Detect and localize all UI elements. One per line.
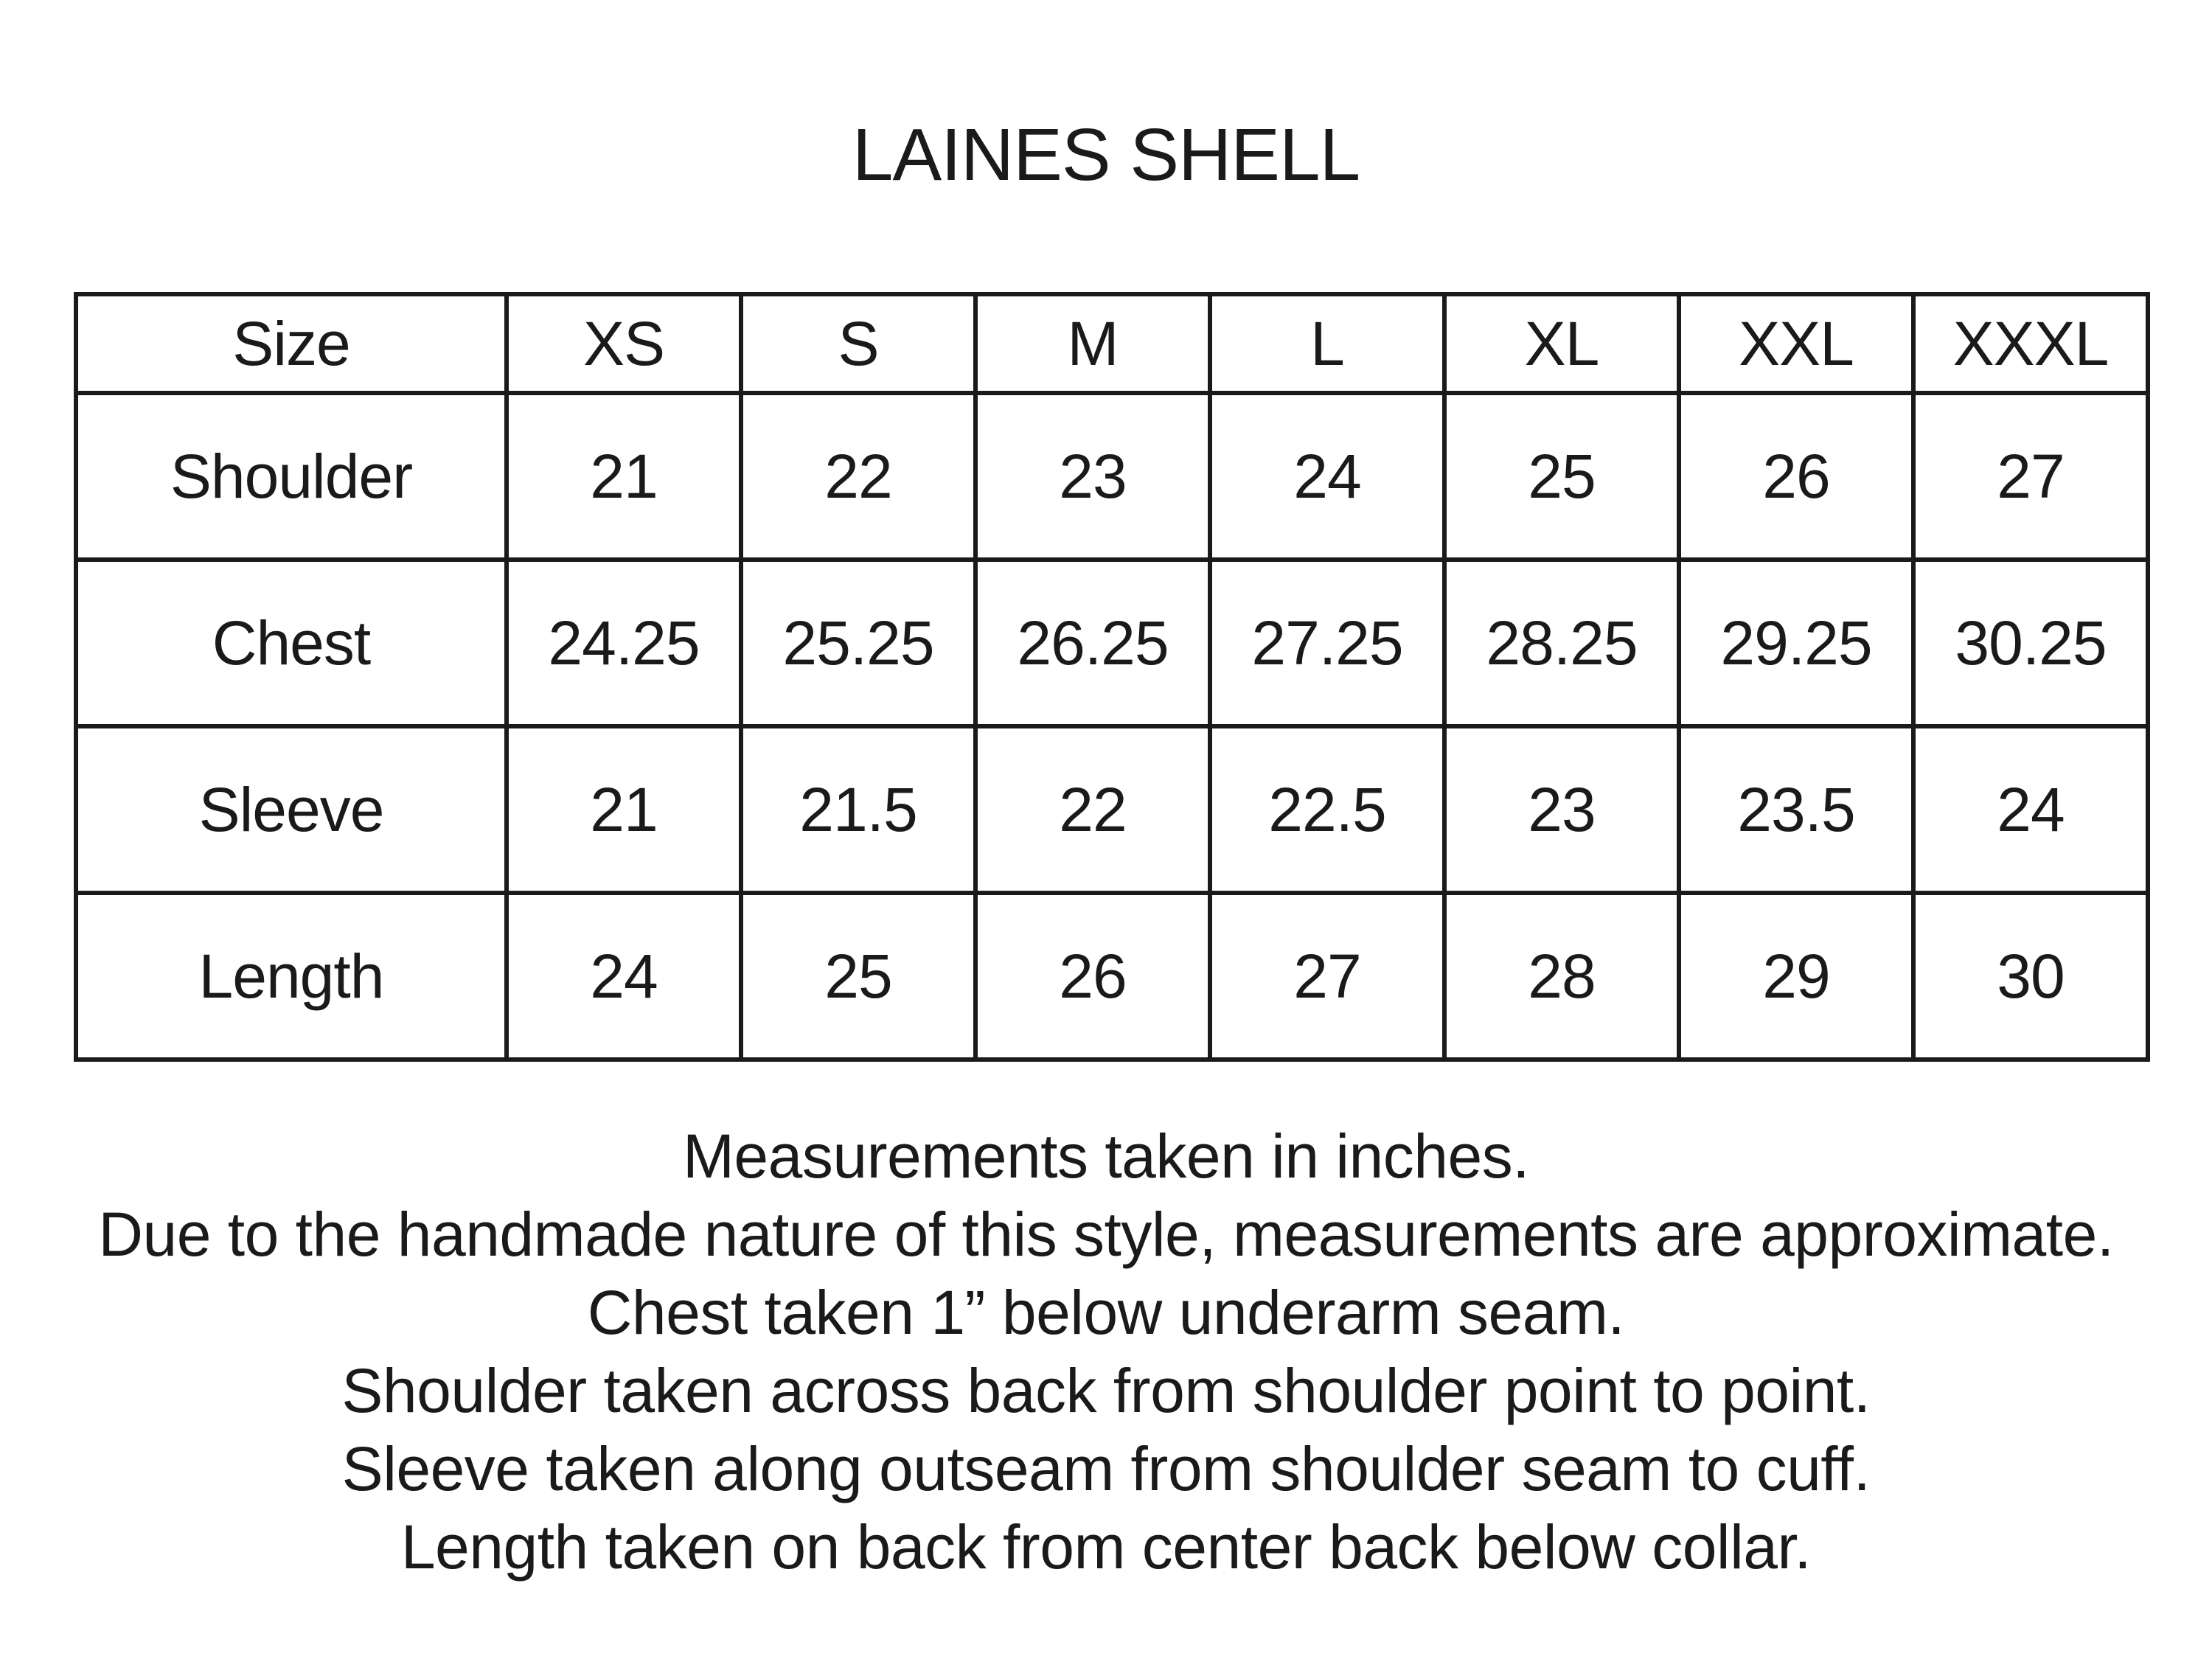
table-row (76, 393, 2148, 560)
table-cell: 21 (507, 393, 741, 560)
table-cell: 24 (1913, 726, 2148, 893)
table-cell: 25 (1444, 393, 1679, 560)
table-cell: 30.25 (1913, 560, 2148, 726)
table-cell: 22 (975, 726, 1210, 893)
size-header-cell: S (741, 294, 975, 393)
table-cell: 28 (1444, 893, 1679, 1060)
size-header-cell: L (1210, 294, 1444, 393)
note-line: Measurements taken in inches. (682, 1121, 1530, 1191)
table-row (76, 560, 2148, 726)
table-cell: 23.5 (1679, 726, 1913, 893)
table-cell: 28.25 (1444, 560, 1679, 726)
note-line: Length taken on back from center back below collar. (400, 1512, 1812, 1582)
note-line: Due to the handmade nature of this style, measurements are approximate. (98, 1200, 2114, 1269)
table-header-row (76, 294, 2148, 393)
table-cell: 27.25 (1210, 560, 1444, 726)
table-cell: 26.25 (975, 560, 1210, 726)
table-row (76, 893, 2148, 1060)
table-cell: 30 (1913, 893, 2148, 1060)
table-cell: 26 (1679, 393, 1913, 560)
table-cell: 27 (1210, 893, 1444, 1060)
table-cell: 25.25 (741, 560, 975, 726)
table-row (76, 726, 2148, 893)
table-cell: 29 (1679, 893, 1913, 1060)
size-header-cell: XS (507, 294, 741, 393)
size-header-cell: XXXL (1913, 294, 2148, 393)
table-cell: 21.5 (741, 726, 975, 893)
row-label-cell: Length (76, 893, 507, 1060)
row-label-cell: Shoulder (76, 393, 507, 560)
table-cell: 26 (975, 893, 1210, 1060)
table-cell: 24 (1210, 393, 1444, 560)
row-label-cell: Sleeve (76, 726, 507, 893)
table-cell: 24.25 (507, 560, 741, 726)
table-cell: 27 (1913, 393, 2148, 560)
table-cell: 29.25 (1679, 560, 1913, 726)
table-cell: 22.5 (1210, 726, 1444, 893)
note-line: Chest taken 1” below underarm seam. (587, 1278, 1625, 1347)
note-line: Shoulder taken across back from shoulder point to point. (341, 1356, 1871, 1425)
measurement-notes (0, 1117, 2212, 1586)
header-label-cell: Size (76, 294, 507, 393)
size-chart-table (74, 292, 2150, 1062)
table-cell: 23 (1444, 726, 1679, 893)
page-title: LAINES SHELL (852, 114, 1360, 196)
size-header-cell: M (975, 294, 1210, 393)
size-header-cell: XXL (1679, 294, 1913, 393)
table-cell: 23 (975, 393, 1210, 560)
table-cell: 22 (741, 393, 975, 560)
note-line: Sleeve taken along outseam from shoulder seam to cuff. (341, 1434, 1871, 1503)
table-cell: 24 (507, 893, 741, 1060)
table-cell: 21 (507, 726, 741, 893)
row-label-cell: Chest (76, 560, 507, 726)
size-header-cell: XL (1444, 294, 1679, 393)
table-cell: 25 (741, 893, 975, 1060)
